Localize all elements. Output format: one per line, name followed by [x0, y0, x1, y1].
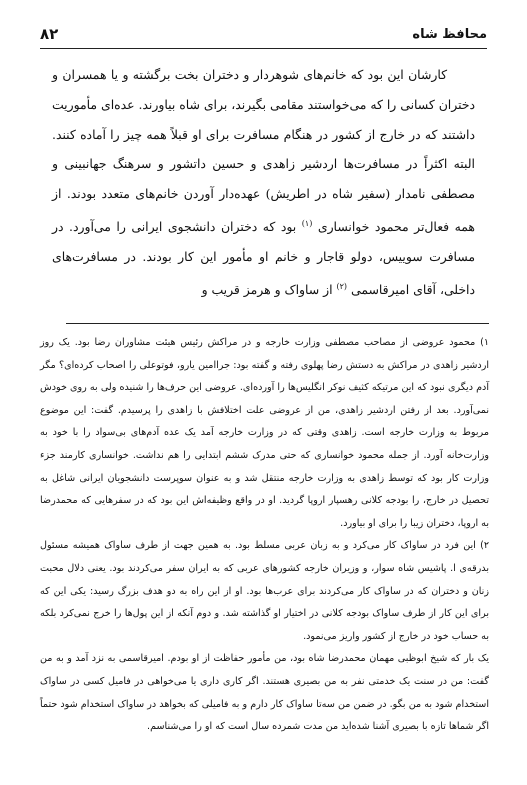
page-header — [40, 22, 487, 46]
paragraph-part-2: بود که دختران دانشجوی ایرانی را می‌آورد. در مسافرت سوییس، دولو قاجار و خانم او مأمور این کار بودند. در مسافرت‌های داخلی، آقای امیرقاسمی — [52, 219, 475, 297]
footnote-2-continued: یک بار که شیخ ابوظبی مهمان محمدرضا شاه بود، من مأمور حفاظت از او بودم. امیرقاسمی به نزد آمد و به من گفت: من در سنت یک خدمتی نفر به من بصیری هستند. اگر کاری داری یا می‌خواهی در فامیل کسی در ساواک استخدام شود به من بگو. در ضمن من سه‌تا ساواک کار دارم و به فامیلی که بخواهد در ساواک استخدام شود حتماً اگر شماها تازه با بصیری آشنا شده‌اید من مدت شمرده سال است که او را می‌شناسم. — [40, 653, 489, 733]
paragraph-text — [52, 60, 475, 305]
page-number: ۸۲ — [40, 25, 59, 43]
running-title: محافظ شاه — [412, 26, 487, 42]
footnote-1: ۱) محمود عروضی از مصاحب مصطفی وزارت خارجه و در مراکش رئیس هیئت مشاوران رضا بود. یک روز اردشیر زاهدی در مراکش به دستش رضا پهلوی رفته و گفته بود: جراامین یارو، فوتوعلی را اصحاب کرده‌ای؟ مگر آدم دیگری نبود که این مرتیکه کثیف نوکر انگلیس‌ها را آورده‌ای. عروضی این حرف‌ها را شنیده ولی به روی خودش نمی‌آورد. بعد از رفتن اردشیر زاهدی، من از عروضی علت اختلافش با زاهدی را پرسیدم. گفت: این موضوع مربوط به وزارت خارجه است. زاهدی وقتی که در وزارت خارجه آمد یک عده آدم‌های بی‌سواد را با خود به وزارت‌خانه آورد. از جمله محمود خوانساری که حتی مدرک ششم ابتدایی را هم نداشت. خوانساری کارمند جزء وزارت کار بود که توسط زاهدی به وزارت خارجه منتقل شد و به عنوان سوپرست دانشجویان ایرانی شاغل به تحصیل در خارج، را بودجه کلانی رهسپار اروپا گردید. او در واقع وظیفه‌اش این بود که در سفرهایی که محمدرضا به اروپا، دختران زیبا را برای او بیاورد. — [40, 337, 489, 529]
paragraph-part-1: کارشان این بود که خانم‌های شوهردار و دختران بخت برگشته و یا همسران و دختران کسانی را که می‌خواستند مقامی بگیرند، برای شاه بیاورند. عده‌ای مأموریت داشتند که در خارج از کشور در هنگام مسافرت برای او قبلاً همه چیز را آماده کنند. البته اکثراً در مسافرت‌ها اردشیر زاهدی و حسین داتشور و سرهنگ جهانبینی و مصطفی نامدار (سفیر شاه در اطریش) عهده‌دار آوردن خانم‌های متعدد بودند. از همه فعال‌تر محمود خوانساری — [52, 67, 475, 235]
main-paragraph — [52, 60, 475, 305]
footnote-2: ۲) این فرد در ساواک کار می‌کرد و به زبان عربی مسلط بود. به همین جهت از طرف ساواک همیشه مسئول بدرقه‌ی ا. پاشیس شاه سوار، و وزیران خارجه کشورهای عربی که به ایران سفر می‌کردند بود. یعنی دلال محبت زنان و دختران که در ساواک کار می‌کردند برای عرب‌ها بود. او از این راه به دو هدف بزرگ رسید: یکی این که برای این کار از طرف ساواک بودجه کلانی در اختیار او گذاشته شد. و دوم آنکه از این پول‌ها را خرج نمی‌کرد بلکه به حساب خود در خارج از کشور واریز می‌نمود. — [40, 540, 489, 642]
paragraph-part-3: از ساواک و هرمز قریب و — [201, 281, 333, 297]
footnote-ref-1: (۱) — [301, 218, 313, 228]
header-rule — [40, 48, 487, 49]
footnote-ref-2: (۲) — [336, 281, 348, 291]
footnote-separator — [66, 323, 489, 324]
footnotes-section — [40, 332, 489, 739]
